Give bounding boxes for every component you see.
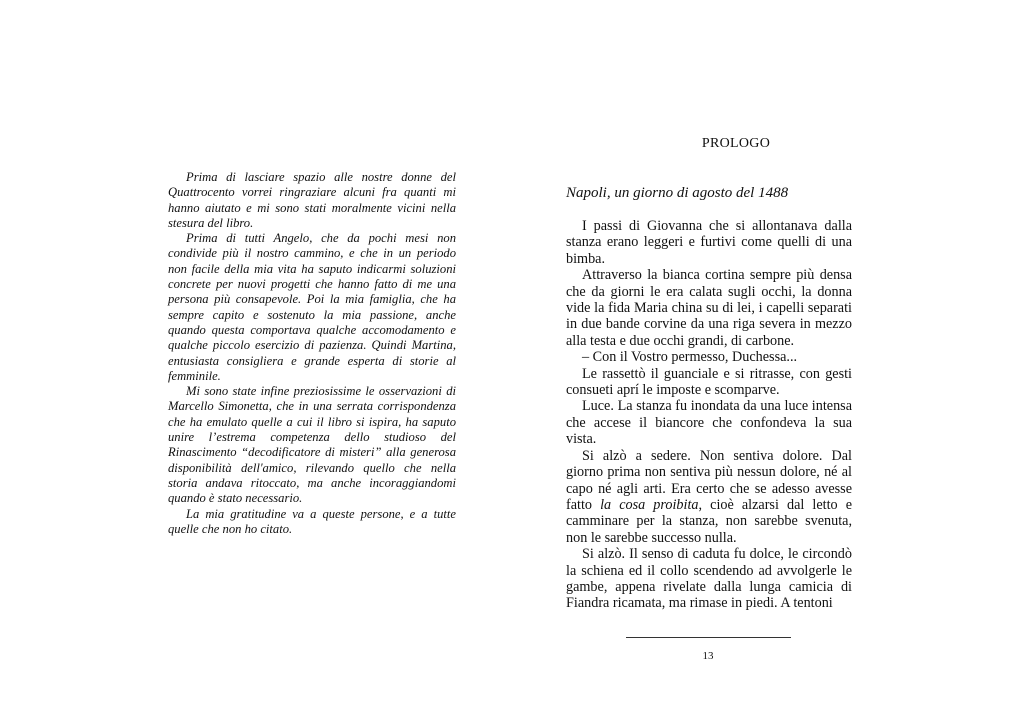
story-paragraph: Si alzò a sedere. Non sentiva dolore. Dal giorno prima non sentiva più nessun dolore, né al capo né agli arti. Era certo che se adesso avesse fatto la cosa proibita, cioè alzarsi dal letto e camminare per la stanza, non sarebbe svenuta, non le sarebbe successo nulla. — [566, 447, 852, 546]
emphasized-phrase: la cosa proibita — [600, 496, 699, 513]
acknowledgements — [168, 170, 456, 537]
story-paragraph: Luce. La stanza fu inondata da una luce intensa che accese il biancore che confondeva la sua vista. — [566, 398, 852, 448]
right-page — [512, 0, 1024, 724]
story-text — [566, 218, 852, 612]
ack-paragraph: La mia gratitudine va a queste persone, e a tutte quelle che non ho citato. — [168, 506, 456, 536]
story-paragraph: I passi di Giovanna che si allontanava dalla stanza erano leggeri e furtivi come quelli di una bimba. — [566, 218, 852, 267]
chapter-title: PROLOGO — [701, 136, 771, 151]
page-number: 13 — [702, 650, 714, 662]
footer-rule — [626, 637, 791, 638]
ack-paragraph: Prima di tutti Angelo, che da pochi mesi non condivide più il nostro cammino, e che in un periodo non facile della mia vita ha saputo indicarmi soluzioni concrete per nuovi progetti che hanno fatto di me una persona più consapevole. Poi la mia famiglia, che ha sempre capito e sostenuto la mia passione, anche quando questa comportava qualche accomodamento e qualche piccolo esercizio di pazienza. Quindi Martina, entusiasta consigliera e grande esperta di storie al femminile. — [168, 231, 456, 383]
story-paragraph: – Con il Vostro permesso, Duchessa... — [582, 349, 798, 366]
story-paragraph: Le rassettò il guanciale e si ritrasse, con gesti consueti aprí le imposte e scomparve. — [566, 365, 852, 399]
story-paragraph: Si alzò. Il senso di caduta fu dolce, le circondò la schiena ed il collo scendendo ad avvolgerle le gambe, appena rivelate dalla lunga camicia di Fiandra ricamata, ma rimase in piedi. A tentoni — [566, 546, 852, 612]
place-date-heading: Napoli, un giorno di agosto del 1488 — [566, 185, 789, 201]
ack-paragraph: Mi sono state infine preziosissime le osservazioni di Marcello Simonetta, che in una serrata corrispondenza che ha emulato quelle a cui il libro si ispira, ha saputo unire l’estrema competenza dello studioso del Rinascimento “decodificatore di misteri” alla generosa disponibilità dell'amico, rilevando quello che nella storia andava ritoccato, ma anche incoraggiandomi quando è stato necessario. — [168, 384, 456, 506]
ack-paragraph: Prima di lasciare spazio alle nostre donne del Quattrocento vorrei ringraziare alcuni fra quanti mi hanno aiutato e mi sono stati moralmente vicini nella stesura del libro. — [168, 170, 456, 230]
story-paragraph: Attraverso la bianca cortina sempre più densa che da giorni le era calata sugli occhi, la donna vide la fida Maria china su di lei, i capelli separati in due bande corvine da una riga severa in mezzo alla testa e due occhi grandi, di carbone. — [566, 267, 852, 349]
